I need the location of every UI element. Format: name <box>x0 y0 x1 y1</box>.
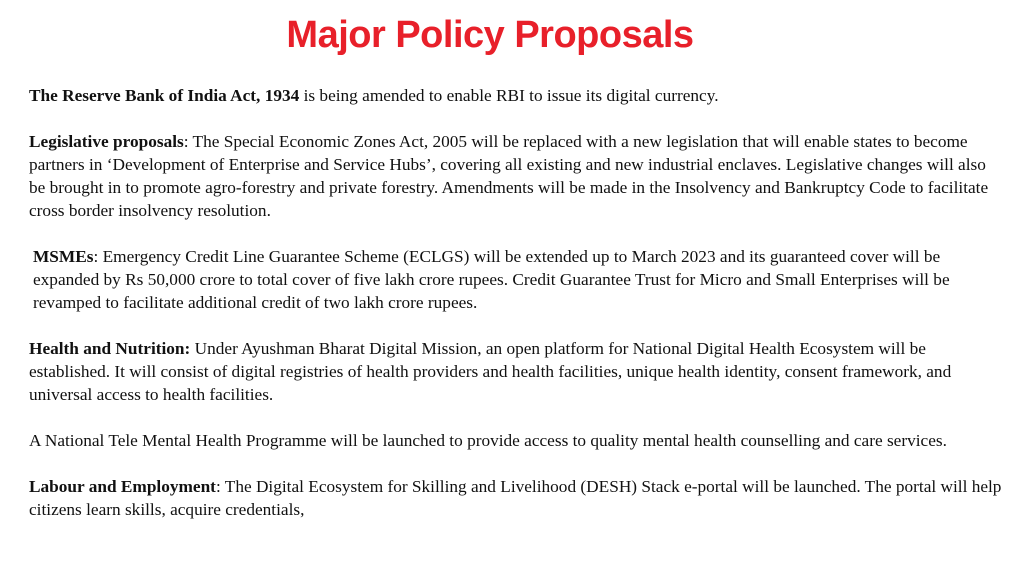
paragraph-lead: The Reserve Bank of India Act, 1934 <box>29 86 300 105</box>
paragraph-msmes <box>29 245 1004 314</box>
paragraph-text: : Emergency Credit Line Guarantee Scheme (ECLGS) will be extended up to March 2023 and its guaranteed cover will be expanded by Rs 50,000 crore to total cover of five lakh crore rupees. Credit Guarantee Trust for Micro and Small Enterprises will be revamped to facilitate additional credit of two lakh crore rupees. <box>33 247 950 312</box>
paragraph-health-nutrition <box>29 337 1004 406</box>
paragraph-legislative-proposals <box>29 130 1004 222</box>
paragraph-text: is being amended to enable RBI to issue its digital currency. <box>299 86 719 105</box>
paragraph-text: A National Tele Mental Health Programme will be launched to provide access to quality mental health counselling and care services. <box>29 431 947 450</box>
paragraph-lead: Labour and Employment <box>29 477 216 496</box>
paragraph-tele-mental-health <box>29 429 1004 452</box>
paragraph-lead: Health and Nutrition: <box>29 339 191 358</box>
slide-body <box>29 84 1004 544</box>
paragraph-text: Under Ayushman Bharat Digital Mission, an open platform for National Digital Health Ecosystem will be established. It will consist of digital registries of health providers and health facilities, unique health identity, consent framework, and universal access to health facilities. <box>29 339 952 404</box>
paragraph-text: : The Special Economic Zones Act, 2005 will be replaced with a new legislation that will enable states to become partners in ‘Development of Enterprise and Service Hubs’, covering all existing and new industrial enclaves. Legislative changes will also be brought in to promote agro-forestry and private forestry. Amendments will be made in the Insolvency and Bankruptcy Code to facilitate cross border insolvency resolution. <box>29 132 989 220</box>
paragraph-lead: MSMEs <box>33 247 94 266</box>
paragraph-labour-employment <box>29 475 1004 521</box>
paragraph-text: : The Digital Ecosystem for Skilling and Livelihood (DESH) Stack e-portal will be launched. The portal will help citizens learn skills, acquire credentials, <box>29 477 1002 519</box>
slide-title: Major Policy Proposals <box>286 14 694 56</box>
paragraph-rbi-act <box>29 84 1004 107</box>
paragraph-lead: Legislative proposals <box>29 132 184 151</box>
